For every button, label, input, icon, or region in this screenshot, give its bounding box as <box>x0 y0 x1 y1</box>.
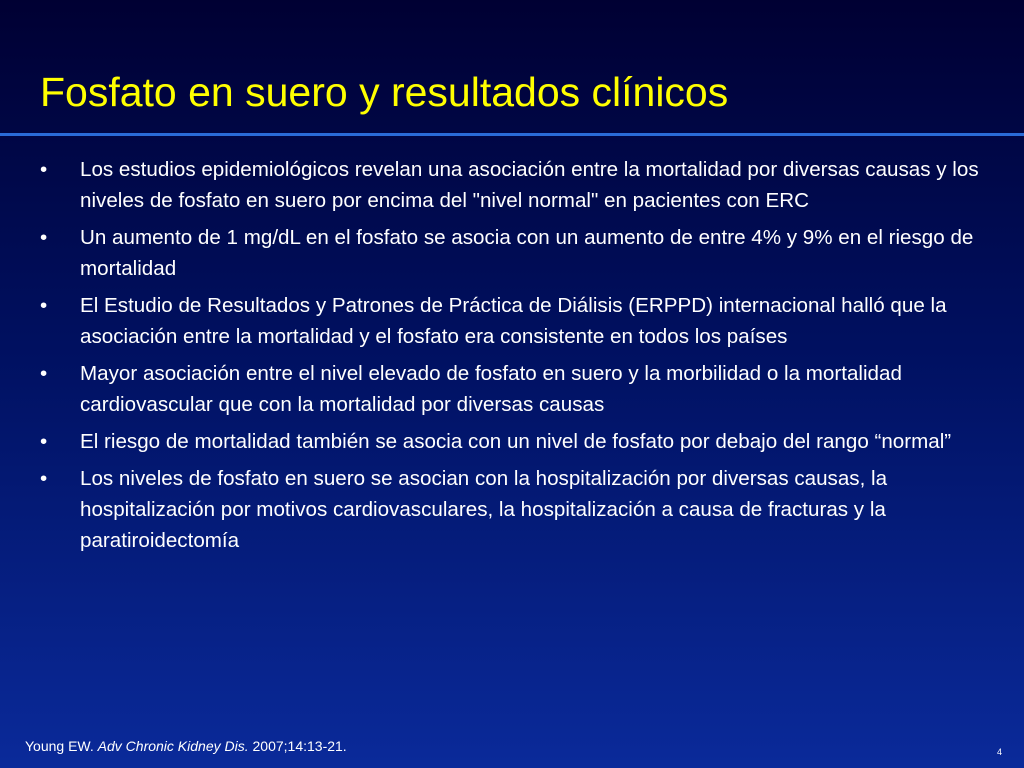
bullet-item <box>40 154 990 216</box>
bullet-text: Mayor asociación entre el nivel elevado de fosfato en suero y la morbilidad o la mortalidad cardiovascular que con la mortalidad por diversas causas <box>80 362 902 416</box>
bullet-text: El Estudio de Resultados y Patrones de Práctica de Diálisis (ERPPD) internacional halló que la asociación entre la mortalidad y el fosfato era consistente en todos los países <box>80 294 947 348</box>
bullet-icon: • <box>40 362 48 385</box>
bullet-text: Los estudios epidemiológicos revelan una asociación entre la mortalidad por diversas causas y los niveles de fosfato en suero por encima del "nivel normal" en pacientes con ERC <box>80 158 979 212</box>
citation-author: Young EW. <box>25 738 94 754</box>
citation-details: 2007;14:13-21. <box>252 738 347 754</box>
page-number: 4 <box>996 747 1002 757</box>
bullet-item <box>40 358 990 420</box>
bullet-icon: • <box>40 226 48 249</box>
bullet-item <box>40 290 990 352</box>
bullet-text: Los niveles de fosfato en suero se asocian con la hospitalización por diversas causas, la hospitalización por motivos cardiovasculares, la hospitalización a causa de fracturas y la paratiroidectomía <box>80 467 888 552</box>
citation <box>25 738 347 754</box>
citation-journal: Adv Chronic Kidney Dis. <box>97 738 249 754</box>
bullet-item <box>40 222 990 284</box>
bullet-list <box>40 154 990 562</box>
bullet-text: El riesgo de mortalidad también se asocia con un nivel de fosfato por debajo del rango “normal” <box>80 430 952 453</box>
bullet-item <box>40 463 990 556</box>
bullet-text: Un aumento de 1 mg/dL en el fosfato se asocia con un aumento de entre 4% y 9% en el riesgo de mortalidad <box>80 226 974 280</box>
bullet-item <box>40 426 990 457</box>
bullet-icon: • <box>40 158 48 181</box>
bullet-icon: • <box>40 294 48 317</box>
title-divider <box>0 133 1024 136</box>
slide-title: Fosfato en suero y resultados clínicos <box>40 69 729 115</box>
bullet-icon: • <box>40 467 48 490</box>
bullet-icon: • <box>40 430 48 453</box>
